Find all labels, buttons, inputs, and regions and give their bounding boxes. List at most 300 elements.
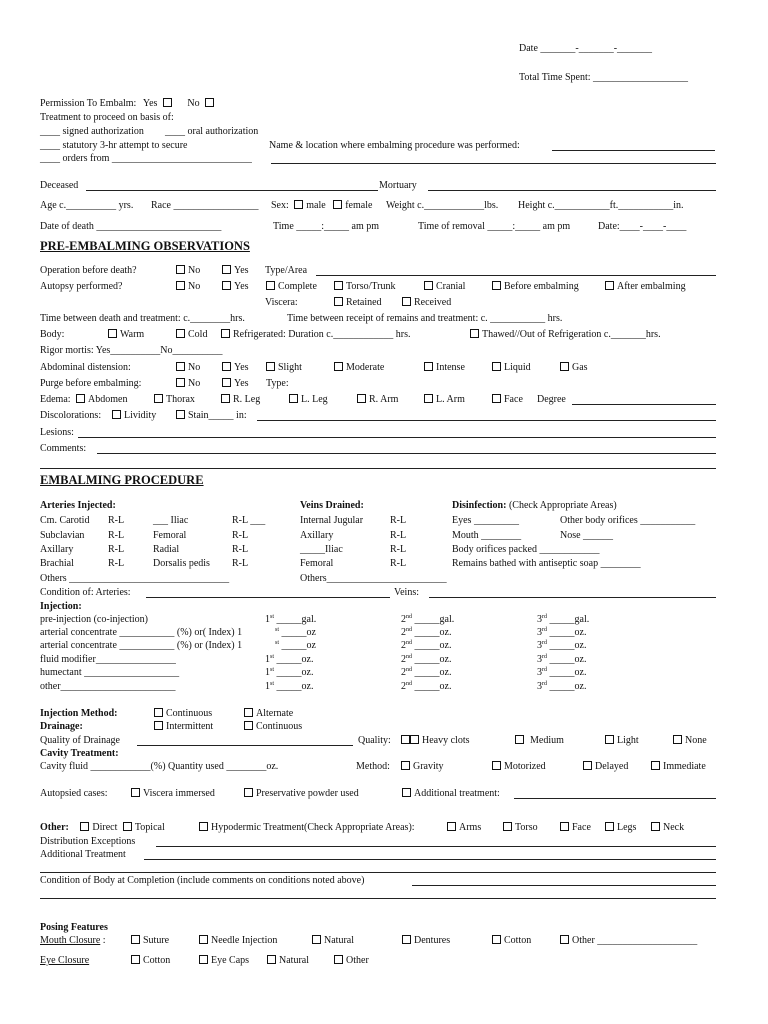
thawed-checkbox[interactable] (470, 329, 479, 338)
race-field[interactable]: Race _________________ (151, 200, 259, 211)
moderate-checkbox[interactable] (334, 362, 343, 371)
total-time-field[interactable]: Total Time Spent: ___________________ (519, 72, 689, 83)
stain-checkbox[interactable] (176, 410, 185, 419)
viscera-immersed-option[interactable] (131, 788, 215, 800)
motorized-label: Motorized (504, 761, 546, 772)
preservative-label: Preservative powder used (256, 788, 359, 799)
face-area-checkbox[interactable] (560, 822, 569, 831)
artery-iliac: ___ Iliac (153, 515, 189, 526)
inj-second-4[interactable]: 2nd _____oz. (401, 667, 452, 678)
eye-other-option[interactable] (334, 955, 369, 967)
comments-line[interactable] (97, 453, 716, 454)
complete-option[interactable] (266, 281, 317, 293)
abdominal-yes[interactable] (222, 362, 249, 374)
inj-third-4[interactable]: 3rd _____oz. (537, 667, 587, 678)
permission-yes-label: Yes (142, 98, 158, 109)
inj-arterial-2[interactable]: arterial concentrate ___________ (%) or (Index) 1 (40, 640, 243, 651)
mouth-cotton-checkbox[interactable] (492, 935, 501, 944)
face-checkbox[interactable] (492, 394, 501, 403)
degree-line[interactable] (572, 404, 716, 405)
rigor-field[interactable]: Rigor mortis: Yes__________No__________ (40, 345, 223, 356)
suture-option[interactable] (131, 935, 169, 947)
time-of-removal-field[interactable]: Time of removal _____:_____ am pm (418, 221, 571, 232)
slight-option[interactable] (266, 362, 302, 374)
rl-5[interactable]: R-L ___ (232, 515, 266, 526)
comments-line-2[interactable] (40, 468, 716, 469)
drainage-continuous-label: Continuous (256, 721, 303, 732)
permission-yes-checkbox[interactable] (163, 98, 172, 107)
moderate-option[interactable] (334, 362, 384, 374)
hypodermic-label: Hypodermic Treatment(Check Appropriate Areas): (211, 822, 415, 833)
purge-yes-label: Yes (234, 378, 249, 389)
medium-checkbox[interactable] (515, 735, 524, 744)
after-embalming-option[interactable] (605, 281, 686, 293)
torso-area-option[interactable] (503, 822, 538, 834)
viscera-immersed-checkbox[interactable] (131, 788, 140, 797)
refrigerated-checkbox[interactable] (221, 329, 230, 338)
suture-checkbox[interactable] (131, 935, 140, 944)
date-field[interactable]: Date _______-_______-_______ (519, 43, 653, 54)
rl-8[interactable]: R-L (232, 558, 249, 569)
disinfection-label: Disinfection: (452, 500, 507, 511)
rl-6[interactable]: R-L (232, 530, 249, 541)
vein-femoral: Femoral (300, 558, 334, 569)
motorized-option[interactable] (492, 761, 546, 773)
injection-label: Injection: (40, 601, 82, 612)
mouth-other-checkbox[interactable] (560, 935, 569, 944)
gravity-checkbox[interactable] (401, 761, 410, 770)
eye-cotton-option[interactable] (131, 955, 170, 967)
rl-10[interactable]: R-L (390, 530, 407, 541)
abdomen-option[interactable] (76, 394, 127, 406)
rl-9[interactable]: R-L (390, 515, 407, 526)
abdominal-no-label: No (188, 362, 201, 373)
dis-mouth[interactable]: Mouth ________ (452, 530, 522, 541)
additional-label: Additional Treatment (40, 849, 126, 860)
comments-label: Comments: (40, 443, 87, 454)
artery-subclavian: Subclavian (40, 530, 85, 541)
inj-first-2[interactable]: $^{st}$ _____oz (275, 640, 316, 651)
abdominal-yes-checkbox[interactable] (222, 362, 231, 371)
vein-internal-jugular: Internal Jugular (300, 515, 364, 526)
l-arm-label: L. Arm (436, 394, 465, 405)
signed-authorization-field[interactable]: ____ signed authorization (40, 126, 144, 137)
medium-option[interactable] (515, 735, 564, 747)
others-arteries[interactable]: Others ________________________________ (40, 573, 230, 584)
viscera-label: Viscera: (265, 297, 298, 308)
autopsy-yes-checkbox[interactable] (222, 281, 231, 290)
inj-second-3[interactable]: 2nd _____oz. (401, 654, 452, 665)
method-label: Method: (356, 761, 390, 772)
gravity-option[interactable] (401, 761, 444, 773)
deceased-label: Deceased (40, 180, 79, 191)
quality-drainage-line[interactable] (137, 745, 353, 746)
gas-label: Gas (572, 362, 588, 373)
torso-area-label: Torso (515, 822, 538, 833)
received-option[interactable] (402, 297, 451, 309)
abdomen-checkbox[interactable] (76, 394, 85, 403)
heavy-clots-checkbox-2[interactable] (410, 735, 419, 744)
location-line[interactable] (552, 150, 715, 151)
rl-12[interactable]: R-L (390, 558, 407, 569)
delayed-option[interactable] (583, 761, 628, 773)
operation-yes[interactable] (222, 265, 249, 277)
location-label: Name & location where embalming procedure was performed: (269, 140, 520, 151)
female-label: female (345, 200, 373, 211)
additional-treatment-line[interactable] (514, 798, 716, 799)
none-checkbox[interactable] (673, 735, 682, 744)
lividity-label: Lividity (124, 410, 157, 421)
slight-label: Slight (278, 362, 302, 373)
inj-first-1[interactable]: $^{st}$ _____oz (275, 627, 316, 638)
mouth-closure-label: Mouth Closure (40, 935, 101, 946)
abdominal-label: Abdominal distension: (40, 362, 131, 373)
topical-label: Topical (134, 822, 165, 833)
others-veins[interactable]: Others________________________ (300, 573, 447, 584)
thorax-checkbox[interactable] (154, 394, 163, 403)
arteries-injected-label: Arteries Injected: (40, 500, 116, 511)
orders-from-field[interactable]: ____ orders from ____________________________ (40, 153, 252, 164)
abdominal-no[interactable] (176, 362, 200, 374)
retained-option[interactable] (334, 297, 382, 309)
quality-drainage-label: Quality of Drainage (40, 735, 120, 746)
medium-label: Medium (530, 735, 564, 746)
viscera-immersed-label: Viscera immersed (143, 788, 215, 799)
drainage-continuous-checkbox[interactable] (244, 721, 253, 730)
removal-date-field[interactable]: Date:____-____-____ (598, 221, 687, 232)
immediate-option[interactable] (651, 761, 706, 773)
additional-treatment-checkbox[interactable] (402, 788, 411, 797)
warm-checkbox[interactable] (108, 329, 117, 338)
received-label: Received (414, 297, 452, 308)
artery-dorsalis-pedis: Dorsalis pedis (153, 558, 210, 569)
refrigerated-option[interactable] (221, 329, 410, 341)
artery-axillary: Axillary (40, 544, 74, 555)
eye-caps-option[interactable] (199, 955, 249, 967)
mortuary-label: Mortuary (379, 180, 417, 191)
direct-checkbox[interactable] (80, 822, 89, 831)
abdominal-no-checkbox[interactable] (176, 362, 185, 371)
cold-option[interactable] (176, 329, 207, 341)
inj-first-3[interactable]: 1st _____oz. (265, 654, 314, 665)
cavity-fluid-field[interactable]: Cavity fluid ____________(%) Quantity used ________oz. (40, 761, 279, 772)
heavy-clots-checkbox[interactable] (401, 735, 410, 744)
thawed-label: Thawed//Out of Refrigeration c._______hrs. (482, 329, 661, 340)
heavy-clots-label: Heavy clots (422, 735, 470, 746)
thorax-label: Thorax (166, 394, 195, 405)
eye-cotton-label: Cotton (143, 955, 171, 966)
motorized-checkbox[interactable] (492, 761, 501, 770)
purge-no-label: No (188, 378, 201, 389)
thorax-option[interactable] (154, 394, 195, 406)
purge-no-checkbox[interactable] (176, 378, 185, 387)
inj-third-0[interactable]: 3rd _____gal. (537, 614, 590, 625)
dis-antiseptic-soap[interactable]: Remains bathed with antiseptic soap ________ (452, 558, 641, 569)
after-embalming-checkbox[interactable] (605, 281, 614, 290)
location-line-2[interactable] (271, 163, 716, 164)
purge-yes-checkbox[interactable] (222, 378, 231, 387)
torso-option[interactable] (334, 281, 396, 293)
legs-option[interactable] (605, 822, 636, 834)
heavy-clots-option[interactable] (401, 735, 470, 747)
warm-option[interactable] (108, 329, 144, 341)
intense-option[interactable] (424, 362, 465, 374)
posing-features-heading: Posing Features (40, 922, 108, 933)
face-option[interactable] (492, 394, 523, 406)
inj-fluid-modifier[interactable]: fluid modifier________________ (40, 654, 176, 665)
additional-line[interactable] (144, 859, 716, 860)
condition-arteries-line[interactable] (146, 597, 390, 598)
neck-checkbox[interactable] (651, 822, 660, 831)
hypodermic-option[interactable] (199, 822, 415, 834)
deceased-line[interactable] (86, 190, 378, 191)
retained-checkbox[interactable] (334, 297, 343, 306)
rl-1[interactable]: R-L (108, 515, 125, 526)
dis-eyes[interactable]: Eyes _________ (452, 515, 519, 526)
purge-no[interactable] (176, 378, 200, 390)
stain-label: Stain_____ in: (188, 410, 247, 421)
additional-treatment-option[interactable] (402, 788, 500, 800)
l-arm-checkbox[interactable] (424, 394, 433, 403)
purge-yes[interactable] (222, 378, 249, 390)
male-checkbox[interactable] (294, 200, 303, 209)
before-embalming-label: Before embalming (504, 281, 579, 292)
eye-natural-label: Natural (279, 955, 309, 966)
eye-closure-label: Eye Closure (40, 955, 90, 966)
topical-checkbox[interactable] (123, 822, 132, 831)
discolorations-line[interactable] (257, 420, 716, 421)
distribution-line[interactable] (156, 846, 716, 847)
distribution-label: Distribution Exceptions (40, 836, 136, 847)
after-embalming-label: After embalming (617, 281, 686, 292)
delayed-label: Delayed (595, 761, 629, 772)
weight-field[interactable]: Weight c.____________lbs. (386, 200, 499, 211)
r-leg-checkbox[interactable] (221, 394, 230, 403)
condition-veins-line[interactable] (429, 597, 716, 598)
preservative-option[interactable] (244, 788, 359, 800)
liquid-checkbox[interactable] (492, 362, 501, 371)
r-arm-checkbox[interactable] (357, 394, 366, 403)
injection-method-label: Injection Method: (40, 708, 118, 719)
cold-checkbox[interactable] (176, 329, 185, 338)
gas-checkbox[interactable] (560, 362, 569, 371)
dentures-option[interactable] (402, 935, 450, 947)
eye-other-checkbox[interactable] (334, 955, 343, 964)
face-area-option[interactable] (560, 822, 591, 834)
injection-continuous-checkbox[interactable] (154, 708, 163, 717)
dis-nose[interactable]: Nose ______ (560, 530, 614, 541)
torso-checkbox[interactable] (334, 281, 343, 290)
inj-first-4[interactable]: 1st _____oz. (265, 667, 314, 678)
autopsy-no[interactable] (176, 281, 200, 293)
liquid-option[interactable] (492, 362, 531, 374)
inj-third-2[interactable]: 3rd _____oz. (537, 640, 587, 651)
inj-second-2[interactable]: 2nd _____oz. (401, 640, 452, 651)
mouth-natural-label: Natural (324, 935, 354, 946)
immediate-checkbox[interactable] (651, 761, 660, 770)
needle-injection-label: Needle Injection (211, 935, 278, 946)
r-leg-label: R. Leg (233, 394, 261, 405)
light-checkbox[interactable] (605, 735, 614, 744)
autopsy-yes[interactable] (222, 281, 249, 293)
oral-authorization-field[interactable]: ____ oral authorization (165, 126, 259, 137)
lividity-option[interactable] (112, 410, 156, 422)
arms-option[interactable] (447, 822, 481, 834)
rl-3[interactable]: R-L (108, 544, 125, 555)
complete-checkbox[interactable] (266, 281, 275, 290)
operation-yes-label: Yes (234, 265, 249, 276)
neck-label: Neck (663, 822, 685, 833)
delayed-checkbox[interactable] (583, 761, 592, 770)
complete-label: Complete (278, 281, 317, 292)
drainage-continuous[interactable] (244, 721, 302, 733)
abdominal-yes-label: Yes (234, 362, 249, 373)
condition-body-line-2[interactable] (40, 898, 716, 899)
date-of-death-field[interactable]: Date of death _________________________ (40, 221, 222, 232)
condition-body-label: Condition of Body at Completion (include comments on conditions noted above) (40, 875, 365, 886)
dis-other-orifices[interactable]: Other body orifices ___________ (560, 515, 696, 526)
operation-no-label: No (188, 265, 201, 276)
operation-label: Operation before death? (40, 265, 137, 276)
inj-humectant[interactable]: humectant ___________________ (40, 667, 180, 678)
mouth-natural-checkbox[interactable] (312, 935, 321, 944)
statutory-attempt-field[interactable]: ____ statutory 3-hr attempt to secure (40, 140, 188, 151)
direct-label: Direct (92, 822, 118, 833)
before-embalming-checkbox[interactable] (492, 281, 501, 290)
drainage-intermittent[interactable] (154, 721, 213, 733)
intense-checkbox[interactable] (424, 362, 433, 371)
mouth-cotton-label: Cotton (504, 935, 532, 946)
body-label: Body: (40, 329, 65, 340)
dentures-checkbox[interactable] (402, 935, 411, 944)
permission-label: Permission To Embalm: (40, 98, 137, 109)
abdomen-label: Abdomen (88, 394, 128, 405)
injection-continuous-label: Continuous (166, 708, 213, 719)
preservative-checkbox[interactable] (244, 788, 253, 797)
arms-label: Arms (459, 822, 482, 833)
l-leg-option[interactable] (289, 394, 328, 406)
stain-option[interactable] (176, 410, 247, 422)
inj-third-1[interactable]: 3rd _____oz. (537, 627, 587, 638)
neck-option[interactable] (651, 822, 684, 834)
dis-body-orifices[interactable]: Body orifices packed ____________ (452, 544, 600, 555)
before-embalming-option[interactable] (492, 281, 579, 293)
inj-first-0[interactable]: 1st _____gal. (265, 614, 317, 625)
age-field[interactable]: Age c.__________ yrs. (40, 200, 134, 211)
lesions-line[interactable] (78, 437, 716, 438)
suture-label: Suture (143, 935, 170, 946)
mouth-cotton-option[interactable] (492, 935, 531, 947)
time-receipt-field[interactable]: Time between receipt of remains and treatment: c. ___________ hrs. (287, 313, 563, 324)
eye-cotton-checkbox[interactable] (131, 955, 140, 964)
purge-type-label: Type: (266, 378, 289, 389)
needle-injection-option[interactable] (199, 935, 277, 947)
height-field[interactable]: Height c.___________ft.___________in. (518, 200, 684, 211)
inj-other[interactable]: other_______________________ (40, 681, 176, 692)
operation-yes-checkbox[interactable] (222, 265, 231, 274)
light-label: Light (617, 735, 639, 746)
operation-no-checkbox[interactable] (176, 265, 185, 274)
l-leg-checkbox[interactable] (289, 394, 298, 403)
time-between-field[interactable]: Time between death and treatment: c.________hrs. (40, 313, 245, 324)
check-areas-label: (Check Appropriate Areas) (508, 500, 617, 511)
cranial-label: Cranial (436, 281, 466, 292)
autopsy-yes-label: Yes (234, 281, 249, 292)
male-label: male (306, 200, 326, 211)
autopsy-no-checkbox[interactable] (176, 281, 185, 290)
artery-carotid: Cm. Carotid (40, 515, 90, 526)
inj-second-5[interactable]: 2nd _____oz. (401, 681, 452, 692)
l-arm-option[interactable] (424, 394, 465, 406)
none-label: None (685, 735, 707, 746)
arms-checkbox[interactable] (447, 822, 456, 831)
sex-row (271, 200, 372, 212)
legs-checkbox[interactable] (605, 822, 614, 831)
type-area-line[interactable] (316, 275, 716, 276)
condition-veins-label: Veins: (394, 587, 419, 598)
inj-third-3[interactable]: 3rd _____oz. (537, 654, 587, 665)
inj-second-0[interactable]: 2nd _____gal. (401, 614, 455, 625)
needle-injection-checkbox[interactable] (199, 935, 208, 944)
mortuary-line[interactable] (428, 190, 716, 191)
injection-alternate-checkbox[interactable] (244, 708, 253, 717)
thawed-option[interactable] (470, 329, 661, 341)
rl-2[interactable]: R-L (108, 530, 125, 541)
condition-body-line[interactable] (412, 885, 716, 886)
injection-continuous[interactable] (154, 708, 212, 720)
gas-option[interactable] (560, 362, 588, 374)
eye-caps-checkbox[interactable] (199, 955, 208, 964)
cranial-option[interactable] (424, 281, 465, 293)
eye-caps-label: Eye Caps (211, 955, 250, 966)
permission-no-checkbox[interactable] (205, 98, 214, 107)
received-checkbox[interactable] (402, 297, 411, 306)
injection-alternate[interactable] (244, 708, 293, 720)
inj-arterial-1[interactable]: arterial concentrate ___________ (%) or( Index) 1 (40, 627, 243, 638)
rl-7[interactable]: R-L (232, 544, 249, 555)
none-option[interactable] (673, 735, 707, 747)
inj-second-1[interactable]: 2nd _____oz. (401, 627, 452, 638)
time-of-death-field[interactable]: Time _____:_____ am pm (273, 221, 380, 232)
additional-line-2[interactable] (40, 872, 716, 873)
drainage-intermittent-checkbox[interactable] (154, 721, 163, 730)
inj-pre: pre-injection (co-injection) (40, 614, 149, 625)
refrigerated-label: Refrigerated: Duration c.____________ hrs. (233, 329, 411, 340)
eye-natural-option[interactable] (267, 955, 309, 967)
mouth-natural-option[interactable] (312, 935, 354, 947)
hypodermic-checkbox[interactable] (199, 822, 208, 831)
mouth-closure-row: Mouth Closure : (40, 935, 106, 946)
female-checkbox[interactable] (333, 200, 342, 209)
legs-label: Legs (617, 822, 637, 833)
r-arm-option[interactable] (357, 394, 398, 406)
rl-4[interactable]: R-L (108, 558, 125, 569)
lividity-checkbox[interactable] (112, 410, 121, 419)
rl-11[interactable]: R-L (390, 544, 407, 555)
eye-natural-checkbox[interactable] (267, 955, 276, 964)
cranial-checkbox[interactable] (424, 281, 433, 290)
condition-arteries-label: Condition of: Arteries: (40, 587, 131, 598)
slight-checkbox[interactable] (266, 362, 275, 371)
mouth-other-option[interactable] (560, 935, 697, 947)
light-option[interactable] (605, 735, 639, 747)
operation-no[interactable] (176, 265, 200, 277)
torso-area-checkbox[interactable] (503, 822, 512, 831)
inj-first-5[interactable]: 1st _____oz. (265, 681, 314, 692)
r-leg-option[interactable] (221, 394, 260, 406)
intense-label: Intense (436, 362, 465, 373)
inj-third-5[interactable]: 3rd _____oz. (537, 681, 587, 692)
